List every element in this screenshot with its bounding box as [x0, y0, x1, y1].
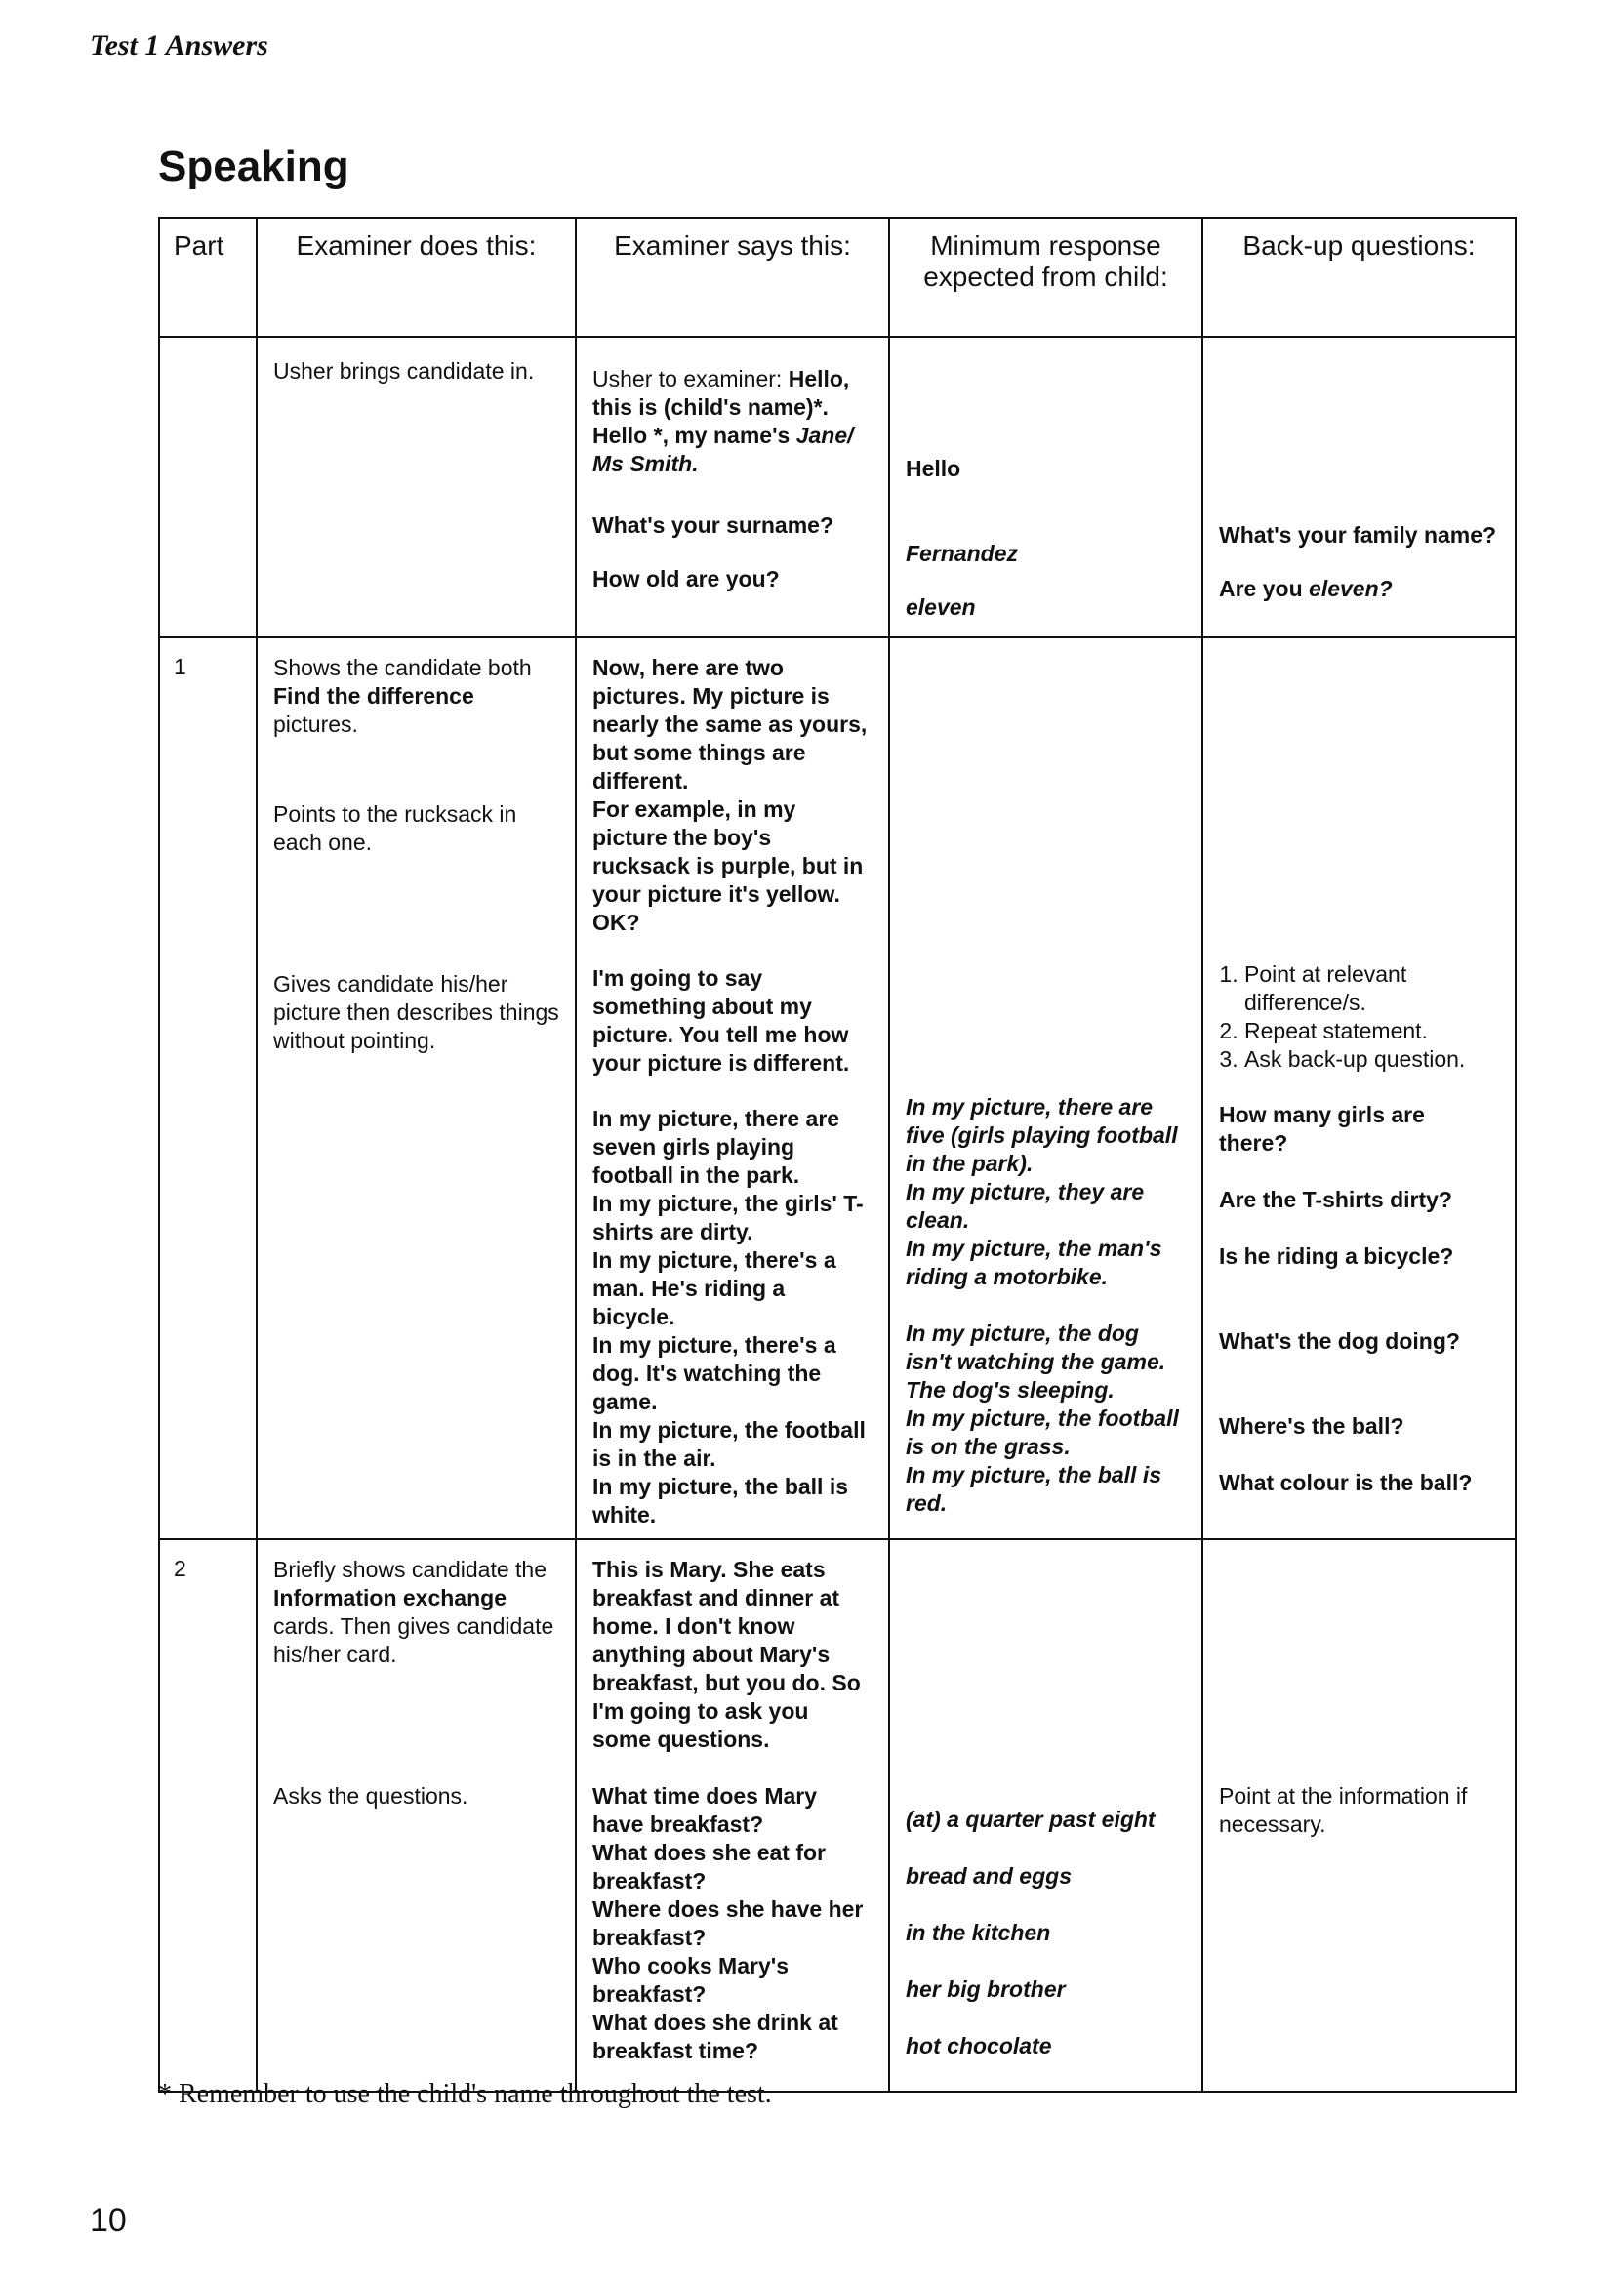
part1-does-2: Points to the rucksack in each one. [273, 801, 517, 855]
part2-says-cell [576, 1539, 889, 2092]
part1-statement-1: In my picture, there are seven girls playing football in the park. [592, 1106, 840, 1188]
part1-does-cell [257, 637, 576, 1539]
part1-number: 1 [174, 654, 186, 679]
part1-response-6: In my picture, the ball is red. [906, 1462, 1162, 1516]
part2-backup: Point at the information if necessary. [1219, 1783, 1468, 1837]
running-header: Test 1 Answers [90, 29, 268, 61]
question-surname: What's your surname? [592, 512, 834, 538]
backup-step: 1. Point at relevant difference/s. [1244, 960, 1515, 1017]
part2-says-1: This is Mary. She eats breakfast and dinner at home. I don't know anything about Mary's breakfast, but you do. So I'm going to ask you some questions. [592, 1557, 861, 1752]
part1-statement-5: In my picture, the football is in the air. [592, 1417, 866, 1471]
part1-statement-2: In my picture, the girls' T-shirts are dirty. [592, 1191, 864, 1244]
part2-response-4: her big brother [906, 1976, 1066, 2002]
intro-backup-cell [1202, 337, 1516, 637]
col-header-response: Minimum response expected from child: [889, 218, 1202, 337]
part1-backup-1: How many girls are there? [1219, 1102, 1425, 1156]
intro-does: Usher brings candidate in. [273, 358, 535, 384]
examiner-greeting: Hello *, my name's [592, 423, 796, 448]
part1-response-5: In my picture, the football is on the grass. [906, 1405, 1179, 1459]
part1-response-4: In my picture, the dog isn't watching the game. The dog's sleeping. [906, 1321, 1166, 1403]
part1-backup-cell [1202, 637, 1516, 1539]
question-age: How old are you? [592, 566, 780, 591]
part1-row [159, 637, 1516, 1539]
intro-says-cell [576, 337, 889, 637]
col-header-says: Examiner says this: [576, 218, 889, 337]
page-number: 10 [90, 2202, 127, 2239]
part2-num-cell [159, 1539, 257, 2092]
part1-response-1: In my picture, there are five (girls playing football in the park). [906, 1094, 1178, 1176]
part2-response-5: hot chocolate [906, 2033, 1052, 2058]
part2-response-cell [889, 1539, 1202, 2092]
part2-does-1: Briefly shows candidate the Information exchange cards. Then gives candidate his/her card. [273, 1557, 554, 1667]
part1-num-cell [159, 637, 257, 1539]
part2-question-1: What time does Mary have breakfast? [592, 1783, 818, 1837]
backup-step: 3. Ask back-up question. [1244, 1045, 1515, 1074]
section-title: Speaking [158, 142, 349, 190]
part2-response-3: in the kitchen [906, 1920, 1051, 1945]
part1-says-cell [576, 637, 889, 1539]
response-surname: Fernandez [906, 541, 1019, 566]
part1-says-3: I'm going to say something about my picture. You tell me how your picture is different. [592, 965, 850, 1076]
response-age: eleven [906, 594, 976, 620]
part2-row [159, 1539, 1516, 2092]
part2-question-3: Where does she have her breakfast? [592, 1896, 864, 1950]
part1-says-2: For example, in my picture the boy's rucksack is purple, but in your picture it's yellow. OK? [592, 796, 864, 935]
part2-question-2: What does she eat for breakfast? [592, 1840, 826, 1893]
part2-response-1: (at) a quarter past eight [906, 1807, 1156, 1832]
part1-response-3: In my picture, the man's riding a motorbike. [906, 1236, 1162, 1289]
footnote: * Remember to use the child's name throughout the test. [158, 2079, 772, 2109]
intro-row [159, 337, 1516, 637]
part1-backup-6: What colour is the ball? [1219, 1470, 1473, 1495]
part1-response-cell [889, 637, 1202, 1539]
backup-age: Are you eleven? [1219, 576, 1393, 601]
intro-part-cell [159, 337, 257, 637]
part1-backup-3: Is he riding a bicycle? [1219, 1243, 1454, 1269]
part2-question-4: Who cooks Mary's breakfast? [592, 1953, 790, 2007]
part2-response-2: bread and eggs [906, 1863, 1072, 1889]
examiner-name: Jane/ Ms Smith. [592, 423, 854, 476]
col-header-does: Examiner does this: [257, 218, 576, 337]
backup-steps [1203, 960, 1515, 1074]
part1-statement-3: In my picture, there's a man. He's riding a bicycle. [592, 1247, 836, 1329]
backup-step: 2. Repeat statement. [1244, 1017, 1515, 1045]
header-row [159, 218, 1516, 337]
intro-does-cell [257, 337, 576, 637]
backup-family-name: What's your family name? [1219, 522, 1497, 548]
part1-says-1: Now, here are two pictures. My picture is nearly the same as yours, but some things are different. [592, 655, 868, 794]
speaking-table [158, 217, 1517, 2093]
part1-does-3: Gives candidate his/her picture then describes things without pointing. [273, 971, 559, 1053]
part1-response-2: In my picture, they are clean. [906, 1179, 1145, 1233]
intro-greeting [577, 365, 888, 486]
col-header-part: Part [159, 218, 257, 337]
part1-statement-6: In my picture, the ball is white. [592, 1474, 849, 1527]
part2-does-2: Asks the questions. [273, 1783, 468, 1809]
part2-number: 2 [174, 1556, 186, 1581]
part2-does-cell [257, 1539, 576, 2092]
col-header-backup: Back-up questions: [1202, 218, 1516, 337]
usher-greeting: Hello, this is (child's name)*. [592, 366, 850, 420]
part1-does-1: Shows the candidate both Find the difference pictures. [273, 655, 532, 737]
part1-backup-5: Where's the ball? [1219, 1413, 1404, 1439]
part2-question-5: What does she drink at breakfast time? [592, 2010, 838, 2063]
usher-text: Usher to examiner: [592, 366, 789, 391]
part1-backup-2: Are the T-shirts dirty? [1219, 1187, 1452, 1212]
intro-response-cell [889, 337, 1202, 637]
part2-backup-cell [1202, 1539, 1516, 2092]
response-hello: Hello [906, 456, 961, 481]
part1-backup-4: What's the dog doing? [1219, 1328, 1460, 1354]
part1-statement-4: In my picture, there's a dog. It's watching the game. [592, 1332, 836, 1414]
